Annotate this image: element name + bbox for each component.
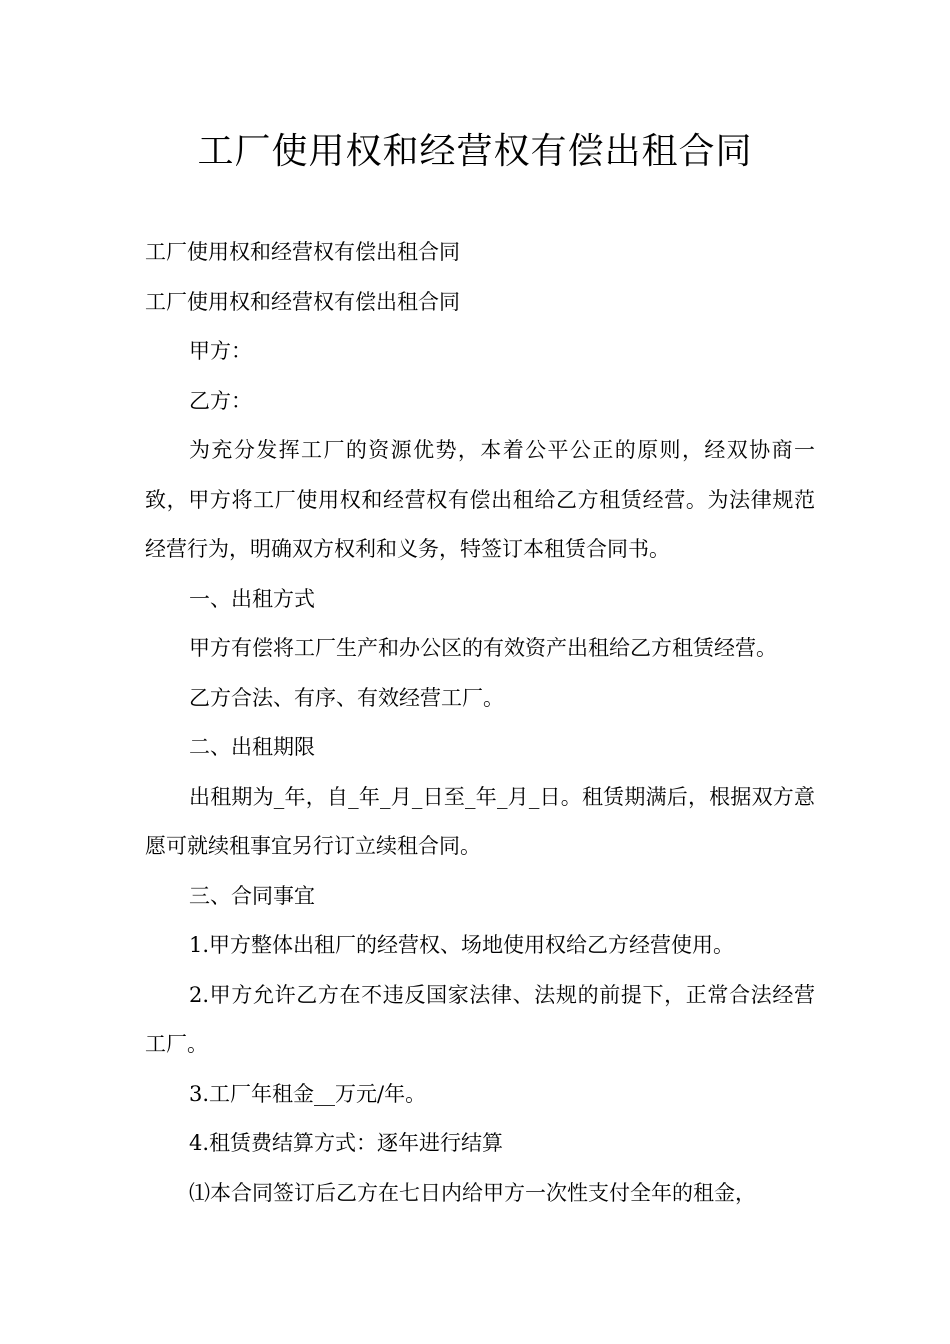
clause-item: 2.甲方允许乙方在不违反国家法律、法规的前提下，正常合法经营工厂。: [145, 982, 815, 1056]
preamble-paragraph: 为充分发挥工厂的资源优势，本着公平公正的原则，经双协商一致，甲方将工厂使用权和经营权有偿出租给乙方租赁经营。为法律规范经营行为，明确双方权利和义务，特签订本租赁合同书。: [145, 438, 815, 561]
clause-item: 3.工厂年租金__万元/年。: [189, 1081, 427, 1106]
sub-clause-item: ⑴本合同签订后乙方在七日内给甲方一次性支付全年的租金，: [189, 1180, 756, 1205]
document-body: [145, 228, 815, 1218]
document-title: 工厂使用权和经营权有偿出租合同: [197, 131, 753, 172]
party-a-line: 甲方：: [189, 339, 252, 363]
body-paragraph: 乙方合法、有序、有效经营工厂。: [189, 685, 504, 710]
subtitle-line: 工厂使用权和经营权有偿出租合同: [145, 240, 460, 264]
subtitle-line: 工厂使用权和经营权有偿出租合同: [145, 289, 460, 314]
section-heading: 三、合同事宜: [189, 883, 315, 908]
clause-item: 4.租赁费结算方式：逐年进行结算: [189, 1131, 504, 1155]
party-b-line: 乙方：: [189, 388, 252, 413]
section-heading: 一、出租方式: [189, 586, 315, 611]
body-paragraph: 出租期为_年，自_年_月_日至_年_月_日。租赁期满后，根据双方意愿可就续租事宜另行订立续租合同。: [145, 784, 815, 858]
body-paragraph: 甲方有偿将工厂生产和办公区的有效资产出租给乙方租赁经营。: [189, 636, 777, 660]
section-heading: 二、出租期限: [189, 735, 315, 759]
clause-item: 1.甲方整体出租厂的经营权、场地使用权给乙方经营使用。: [189, 933, 735, 957]
